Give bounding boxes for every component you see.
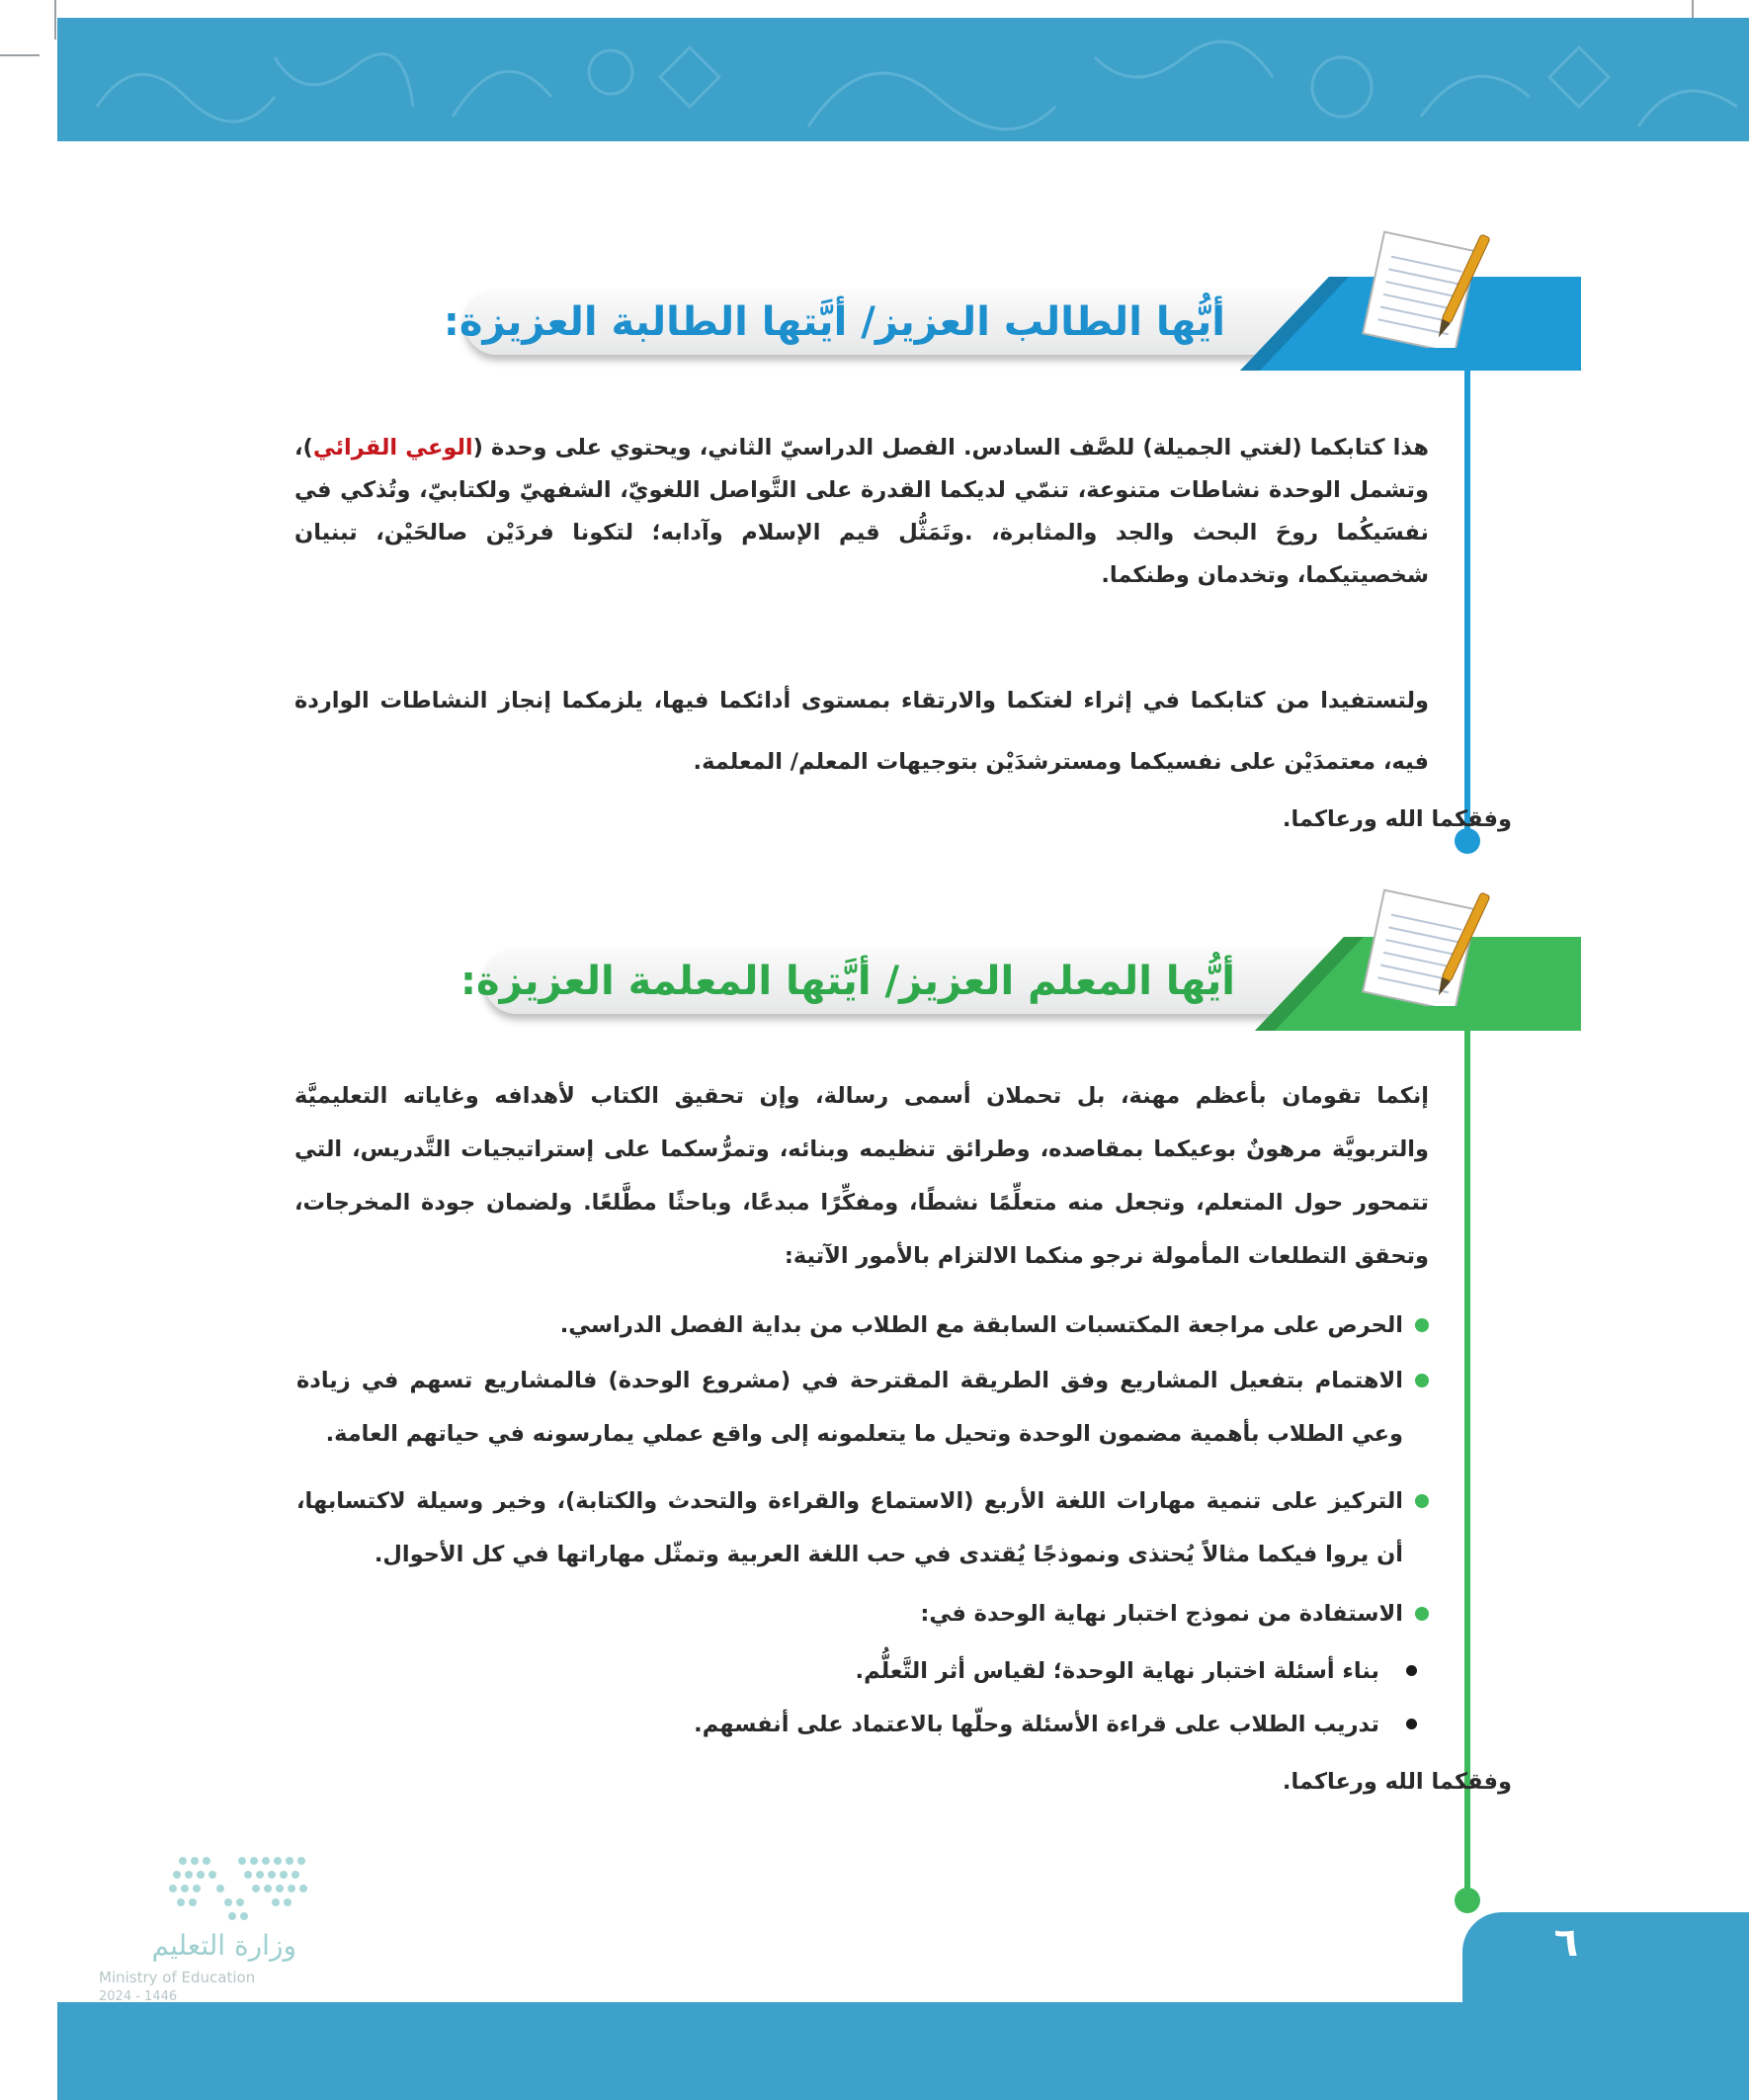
green-bullet-dot — [1415, 1374, 1429, 1387]
student-heading — [443, 290, 1225, 355]
footer-band — [57, 2002, 1749, 2100]
teacher-sub-bullet-1-text: بناء أسئلة اختبار نهاية الوحدة؛ لقياس أثر التَّعلُّم. — [855, 1658, 1379, 1684]
teacher-bullet-2 — [296, 1354, 1429, 1461]
teacher-paragraph: إنكما تقومان بأعظم مهنة، بل تحملان أسمى رسالة، وإن تحقيق الكتاب لأهدافه وغاياته التعليميَّة والتربويَّة مرهونٌ بوعيكما بمقاصده، وطرائق تنظيمه وبنائه، وتمرُّسكما على إستراتيجيات التَّدريس، التي تتمحور حول المتعلم، وتجعل منه متعلِّمًا نشطًا، ومفكِّرًا مبدعًا، وباحثًا مطَّلعًا. ولضمان جودة المخرجات، وتحقق التطلعات المأمولة نرجو منكما الالتزام بالأمور الآتية: — [294, 1083, 1429, 1269]
teacher-sub-bullet-2-text: تدريب الطلاب على قراءة الأسئلة وحلّها بالاعتماد على أنفسهم. — [694, 1712, 1379, 1737]
green-bullet-dot — [1415, 1494, 1429, 1508]
paper-pen-icon — [1354, 887, 1502, 1006]
teacher-bullet-2-text: الاهتمام بتفعيل المشاريع وفق الطريقة المقترحة في (مشروع الوحدة) فالمشاريع تسهم في زيادة وعي الطلاب بأهمية مضمون الوحدة وتحيل ما يتعلمونه إلى واقع عملي يمارسونه في حياتهم العامة. — [296, 1368, 1403, 1447]
unit-name-highlight: الوعي القرائي — [312, 435, 473, 461]
student-paragraph-2: ولتستفيدا من كتابكما في إثراء لغتكما والارتقاء بمستوى أدائكما فيها، يلزمكما إنجاز النشاطات الواردة فيه، معتمدَيْن على نفسيكما ومسترشدَيْن بتوجيهات المعلم/ المعلمة. — [294, 688, 1429, 775]
ministry-logo-dots — [94, 1853, 351, 1927]
black-bullet-dot — [1406, 1719, 1417, 1729]
teacher-closing: وفقكما الله ورعاكما. — [1282, 1769, 1512, 1795]
green-bullet-dot — [1415, 1607, 1429, 1621]
teacher-bullet-4-text: الاستفادة من نموذج اختبار نهاية الوحدة في: — [920, 1601, 1403, 1627]
teacher-heading — [459, 949, 1235, 1014]
student-paragraph-1-part2: )، وتشمل الوحدة نشاطات متنوعة، تنمّي لديكما القدرة على التَّواصل اللغويّ، الشفهيّ ولكتابيّ، وتُذكي في نفسَيكُما روحَ البحث والجد والمثابرة، .وتَمَثُّل قيم الإسلام وآدابه؛ لتكونا فردَيْن صالحَيْن، تبنيان شخصيتيكما، وتخدمان وطنكما. — [294, 435, 1429, 588]
green-bullet-dot — [1415, 1318, 1429, 1332]
teacher-sub-bullet-2 — [332, 1698, 1429, 1751]
header-band — [57, 18, 1749, 141]
teacher-bullet-4 — [296, 1587, 1429, 1640]
crop-mark — [0, 54, 40, 56]
paper-pen-icon — [1354, 229, 1502, 348]
student-paragraph-1-part1: هذا كتابكما (لغتي الجميلة) للصَّف السادس. الفصل الدراسيّ الثاني، ويحتوي على وحدة ( — [472, 435, 1429, 461]
student-closing: وفقكما الله ورعاكما. — [1282, 806, 1512, 832]
ministry-name-english: Ministry of Education — [99, 1969, 256, 1986]
ministry-year: 2024 - 1446 — [99, 1989, 178, 2004]
crop-mark — [54, 0, 56, 40]
ministry-name-arabic: وزارة التعليم — [151, 1929, 296, 1962]
teacher-bullet-1 — [296, 1299, 1429, 1352]
teacher-bullet-3-text: التركيز على تنمية مهارات اللغة الأربع (الاستماع والقراءة والتحدث والكتابة)، وخير وسيلة لاكتسابها، أن يروا فيكما مثالاً يُحتذى ونموذجًا يُقتدى في حب اللغة العربية وتمثّل مهاراتها في كل الأحوال. — [296, 1488, 1403, 1567]
teacher-line-dot — [1455, 1888, 1480, 1913]
student-vertical-line — [1464, 341, 1470, 840]
page-number: ٦ — [1553, 1920, 1579, 1966]
teacher-heading-text: أيُّها المعلم العزيز/ أيَّتها المعلمة العزيزة: — [459, 959, 1235, 1004]
teacher-bullet-1-text: الحرص على مراجعة المكتسبات السابقة مع الطلاب من بداية الفصل الدراسي. — [559, 1312, 1403, 1338]
student-heading-text: أيُّها الطالب العزيز/ أيَّتها الطالبة العزيزة: — [443, 299, 1225, 345]
teacher-bullet-3 — [296, 1474, 1429, 1581]
student-paragraph-1 — [294, 427, 1429, 597]
calligraphy-pattern-decoration — [57, 18, 1749, 141]
black-bullet-dot — [1406, 1665, 1417, 1676]
teacher-sub-bullet-1 — [332, 1644, 1429, 1698]
